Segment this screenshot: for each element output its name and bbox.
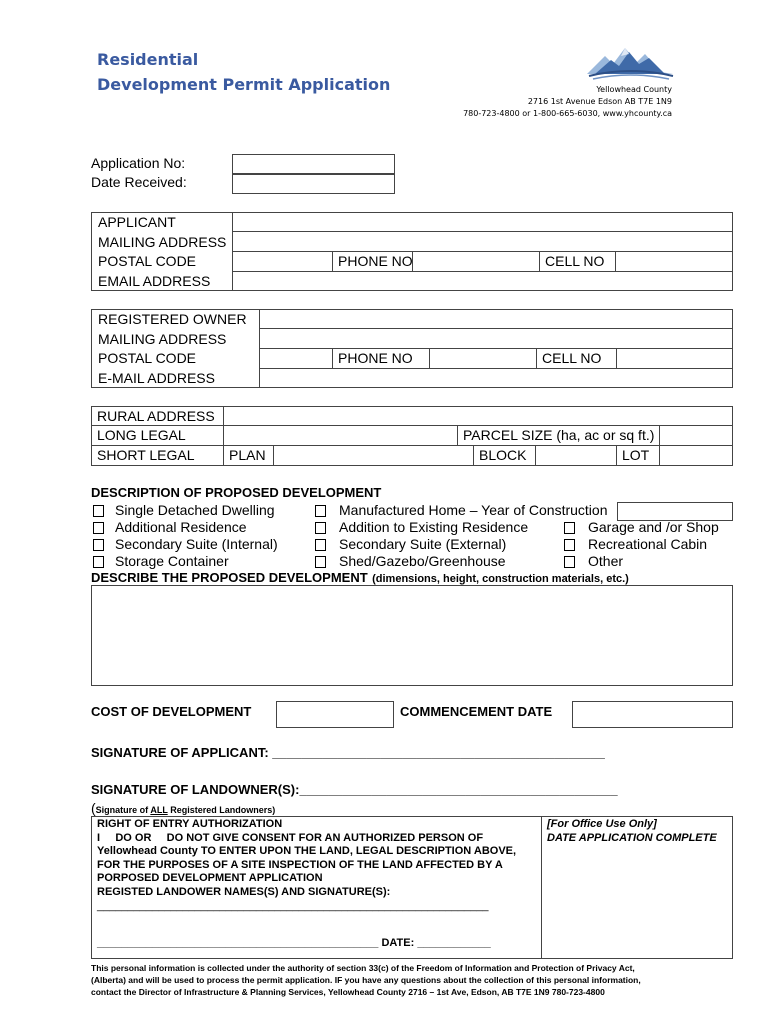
rural-address-field[interactable] [223, 406, 733, 426]
lot-label: LOT [616, 445, 660, 466]
applicant-labels [91, 212, 233, 291]
signature-note-text1: Signature of [95, 805, 151, 815]
block-label: BLOCK [473, 445, 536, 466]
checkbox-single-detached[interactable] [93, 505, 104, 517]
applicant-label: APPLICANT [98, 214, 176, 230]
long-legal-label: LONG LEGAL [91, 425, 224, 446]
org-name: Yellowhead County [596, 85, 672, 94]
owner-email-field[interactable] [259, 368, 733, 388]
describe-heading: DESCRIBE THE PROPOSED DEVELOPMENT [91, 570, 368, 585]
option-manufactured-home: Manufactured Home – Year of Construction [339, 502, 608, 518]
footer-line1: This personal information is collected under the authority of section 33(c) of the Freedom of Information and Protection of Privacy Act, [91, 963, 635, 973]
checkbox-secondary-suite-external[interactable] [315, 539, 326, 551]
right-of-entry-text [97, 818, 516, 899]
option-secondary-suite-external: Secondary Suite (External) [339, 536, 507, 552]
option-storage-container: Storage Container [115, 553, 229, 569]
option-shed-gazebo: Shed/Gazebo/Greenhouse [339, 553, 506, 569]
long-legal-field[interactable] [223, 425, 458, 446]
cost-label: COST OF DEVELOPMENT [91, 704, 252, 719]
rural-address-label: RURAL ADDRESS [91, 406, 224, 426]
signature-note-all: ALL [150, 805, 168, 815]
owner-postal-label: POSTAL CODE [98, 350, 197, 366]
checkbox-other[interactable] [564, 556, 575, 568]
option-garage-shop: Garage and /or Shop [588, 519, 719, 535]
describe-development-field[interactable] [91, 585, 733, 686]
option-recreational-cabin: Recreational Cabin [588, 536, 708, 552]
checkbox-secondary-suite-internal[interactable] [93, 539, 104, 551]
applicant-cell-label: CELL NO [539, 251, 616, 272]
owner-phone-label: PHONE NO [332, 348, 430, 369]
block-field[interactable] [535, 445, 617, 466]
form-title-line2: Development Permit Application [97, 75, 391, 94]
applicant-phone-label: PHONE NO [332, 251, 413, 272]
org-address: 2716 1st Avenue Edson AB T7E 1N9 [527, 97, 672, 106]
checkbox-garage-shop[interactable] [564, 522, 575, 534]
entry-date-line[interactable]: ______________________________________________ DATE: ____________ [97, 937, 491, 949]
signature-note-text2: Registered Landowners) [167, 805, 276, 815]
option-secondary-suite-internal: Secondary Suite (Internal) [115, 536, 278, 552]
applicant-mailing-label: MAILING ADDRESS [98, 233, 227, 250]
landowner-signature-line[interactable]: SIGNATURE OF LANDOWNER(S):____________________________________________ [91, 782, 618, 797]
office-use-heading: [For Office Use Only] [547, 818, 657, 830]
county-logo [585, 44, 675, 82]
applicant-phone-field[interactable] [412, 251, 540, 272]
applicant-email-field[interactable] [232, 271, 733, 291]
privacy-footer [91, 962, 641, 998]
option-single-detached: Single Detached Dwelling [115, 502, 275, 518]
signature-note-paren: ( [91, 800, 96, 816]
commencement-label: COMMENCEMENT DATE [400, 704, 553, 719]
applicant-name-field[interactable] [232, 212, 733, 232]
cost-field[interactable] [276, 701, 394, 728]
owner-labels [91, 309, 260, 388]
date-received-field[interactable] [232, 174, 395, 194]
applicant-mailing-field[interactable] [232, 231, 733, 252]
application-no-field[interactable] [232, 154, 395, 174]
applicant-postal-field[interactable] [232, 251, 333, 272]
plan-field[interactable] [273, 445, 474, 466]
owner-email-label: E-MAIL ADDRESS [98, 369, 215, 386]
applicant-email-label: EMAIL ADDRESS [98, 272, 211, 289]
owner-cell-field[interactable] [616, 348, 733, 369]
date-received-label: Date Received: [91, 174, 187, 190]
checkbox-shed-gazebo[interactable] [315, 556, 326, 568]
checkbox-storage-container[interactable] [93, 556, 104, 568]
commencement-field[interactable] [572, 701, 733, 728]
footer-line2: (Alberta) and will be used to process the permit application. IF you have any questions about the collection of this personal information, [91, 975, 641, 985]
checkbox-additional-residence[interactable] [93, 522, 104, 534]
footer-line3: contact the Director of Infrastructure & Planning Services, Yellowhead County 2716 – 1st Ave, Edson, AB T7E 1N9 780-723-4800 [91, 987, 605, 997]
entry-line4: PORPOSED DEVELOPMENT APPLICATION [97, 872, 323, 884]
option-addition-existing: Addition to Existing Residence [339, 519, 529, 535]
entry-line2: Yellowhead County TO ENTER UPON THE LAND, LEGAL DESCRIPTION ABOVE, [97, 845, 517, 857]
applicant-signature-line[interactable]: SIGNATURE OF APPLICANT: ______________________________________________ [91, 745, 605, 760]
owner-phone-field[interactable] [429, 348, 537, 369]
owner-mailing-label: MAILING ADDRESS [98, 330, 227, 347]
owner-label: REGISTERED OWNER [98, 311, 247, 327]
office-use-text [547, 818, 717, 845]
form-title-line1: Residential [97, 50, 199, 69]
owner-mailing-field[interactable] [259, 328, 733, 349]
lot-field[interactable] [659, 445, 733, 466]
entry-line5: REGISTED LANDOWER NAMES(S) AND SIGNATURE(S): [97, 885, 391, 898]
parcel-size-field[interactable] [659, 425, 733, 446]
owner-postal-field[interactable] [259, 348, 333, 369]
option-other: Other [588, 553, 624, 569]
option-additional-residence: Additional Residence [115, 519, 247, 535]
plan-label: PLAN [223, 445, 274, 466]
short-legal-label: SHORT LEGAL [91, 445, 224, 466]
entry-line1: I DO OR DO NOT GIVE CONSENT FOR AN AUTHORIZED PERSON OF [97, 831, 484, 844]
entry-heading: RIGHT OF ENTRY AUTHORIZATION [97, 818, 283, 830]
entry-line3: FOR THE PURPOSES OF A SITE INSPECTION OF THE LAND AFFECTED BY A [97, 858, 503, 871]
entry-blank-line[interactable]: ________________________________________________________________ [97, 900, 489, 912]
date-application-complete: DATE APPLICATION COMPLETE [547, 831, 717, 844]
checkbox-recreational-cabin[interactable] [564, 539, 575, 551]
checkbox-manufactured-home[interactable] [315, 505, 326, 517]
applicant-cell-field[interactable] [615, 251, 733, 272]
org-contact: 780-723-4800 or 1-800-665-6030, www.yhcounty.ca [463, 109, 672, 118]
checkbox-addition-existing[interactable] [315, 522, 326, 534]
application-no-label: Application No: [91, 155, 186, 171]
development-heading: DESCRIPTION OF PROPOSED DEVELOPMENT [91, 485, 382, 500]
describe-hint: (dimensions, height, construction materials, etc.) [372, 573, 629, 585]
owner-cell-label: CELL NO [536, 348, 617, 369]
parcel-size-label: PARCEL SIZE (ha, ac or sq ft.) [457, 425, 660, 446]
owner-name-field[interactable] [259, 309, 733, 329]
applicant-postal-label: POSTAL CODE [98, 253, 197, 269]
